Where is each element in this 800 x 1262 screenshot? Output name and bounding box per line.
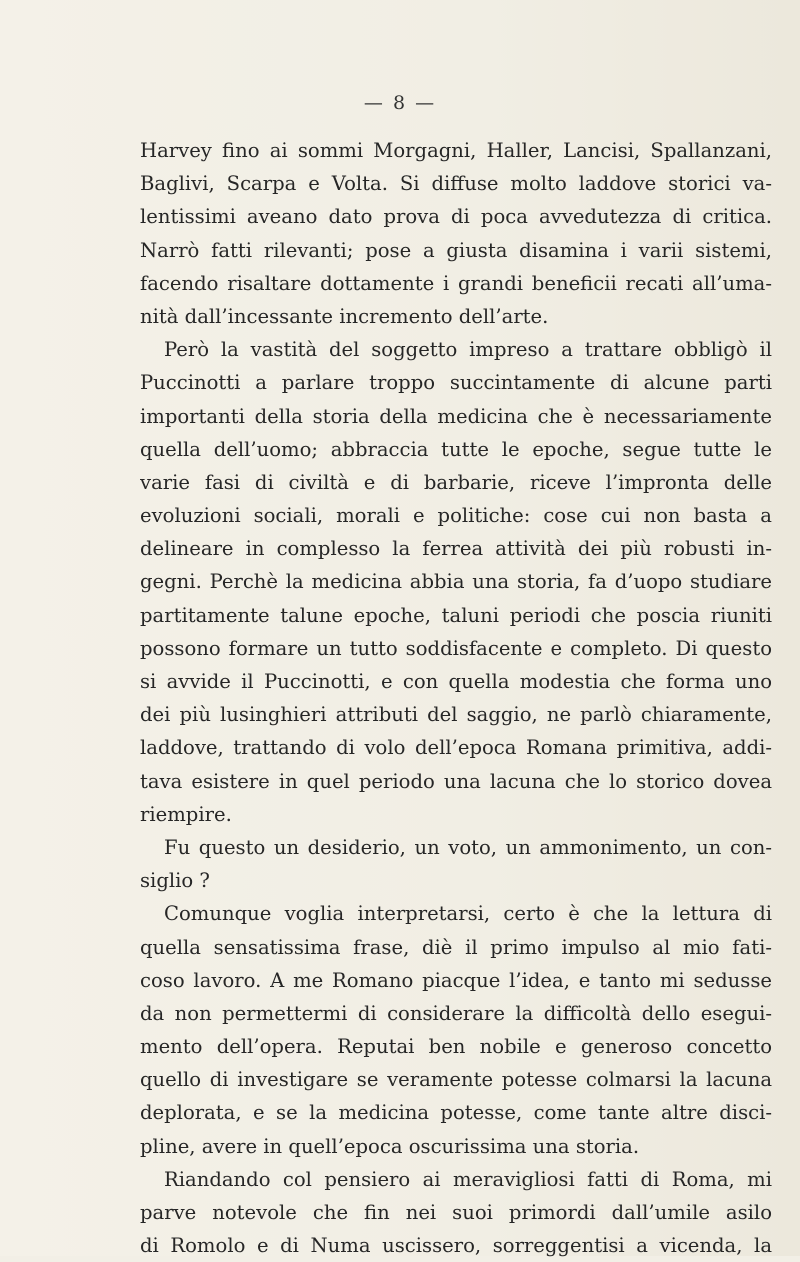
text-line: Comunque voglia interpretarsi, certo è che la lettura di (164, 902, 772, 926)
text-line: quello di investigare se veramente potesse colmarsi la lacuna (140, 1068, 772, 1092)
text-line: parve notevole che fin nei suoi primordi dall’umile asilo (140, 1201, 772, 1224)
text-line: importanti della storia della medicina che è necessariamente (140, 404, 772, 428)
text-line: laddove, trattando di volo dell’epoca Romana primitiva, addi- (140, 736, 772, 760)
text-line: coso lavoro. A me Romano piacque l’idea, e tanto mi sedusse (140, 968, 772, 992)
text-line: Però la vastità del soggetto impreso a trattare obbligò il (164, 338, 772, 362)
text-line: dei più lusinghieri attributi del saggio, ne parlò chiaramente, (140, 703, 772, 727)
text-line: deplorata, e se la medicina potesse, come tante altre disci- (140, 1101, 772, 1125)
text-line: facendo risaltare dottamente i grandi beneficii recati all’uma- (140, 271, 772, 295)
text-line: delineare in complesso la ferrea attività dei più robusti in- (140, 537, 772, 561)
text-line: nità dall’incessante incremento dell’arte. (140, 304, 549, 328)
text-line: Riandando col pensiero ai meravigliosi fatti di Roma, mi (164, 1167, 772, 1191)
text-line: gegni. Perchè la medicina abbia una storia, fa d’uopo studiare (140, 570, 772, 594)
text-line: mento dell’opera. Reputai ben nobile e generoso concetto (140, 1035, 772, 1059)
text-line: evoluzioni sociali, morali e politiche: cose cui non basta a (140, 504, 772, 528)
text-line: varie fasi di civiltà e di barbarie, riceve l’impronta delle (140, 470, 772, 494)
text-line: riempire. (140, 802, 232, 826)
text-line: possono formare un tutto soddisfacente e completo. Di questo (140, 636, 772, 660)
text-line: Narrò fatti rilevanti; pose a giusta disamina i varii sistemi, (140, 238, 772, 262)
text-line: pline, avere in quell’epoca oscurissima una storia. (140, 1134, 640, 1158)
text-line: partitamente talune epoche, taluni periodi che poscia riuniti (140, 603, 772, 627)
text-line: Puccinotti a parlare troppo succintamente di alcune parti (140, 371, 772, 395)
body-text (140, 134, 772, 1262)
text-line: quella dell’uomo; abbraccia tutte le epoche, segue tutte le (140, 437, 772, 461)
text-line: Baglivi, Scarpa e Volta. Si diffuse molto laddove storici va- (140, 172, 772, 196)
text-line: tava esistere in quel periodo una lacuna che lo storico dovea (140, 769, 772, 793)
text-line: lentissimi aveano dato prova di poca avvedutezza di critica. (140, 205, 772, 229)
text-line: si avvide il Puccinotti, e con quella modestia che forma uno (140, 670, 772, 693)
text-line: quella sensatissima frase, diè il primo impulso al mio fati- (140, 935, 772, 959)
page-number: — 8 — (363, 92, 437, 114)
text-line: di Romolo e di Numa uscissero, sorreggentisi a vicenda, la (140, 1234, 772, 1258)
text-line: Harvey fino ai sommi Morgagni, Haller, Lancisi, Spallanzani, (140, 139, 772, 162)
text-line: Fu questo un desiderio, un voto, un ammonimento, un con- (164, 835, 772, 859)
text-line: siglio ? (140, 869, 210, 893)
text-line: da non permettermi di considerare la difficoltà dello esegui- (140, 1001, 772, 1025)
